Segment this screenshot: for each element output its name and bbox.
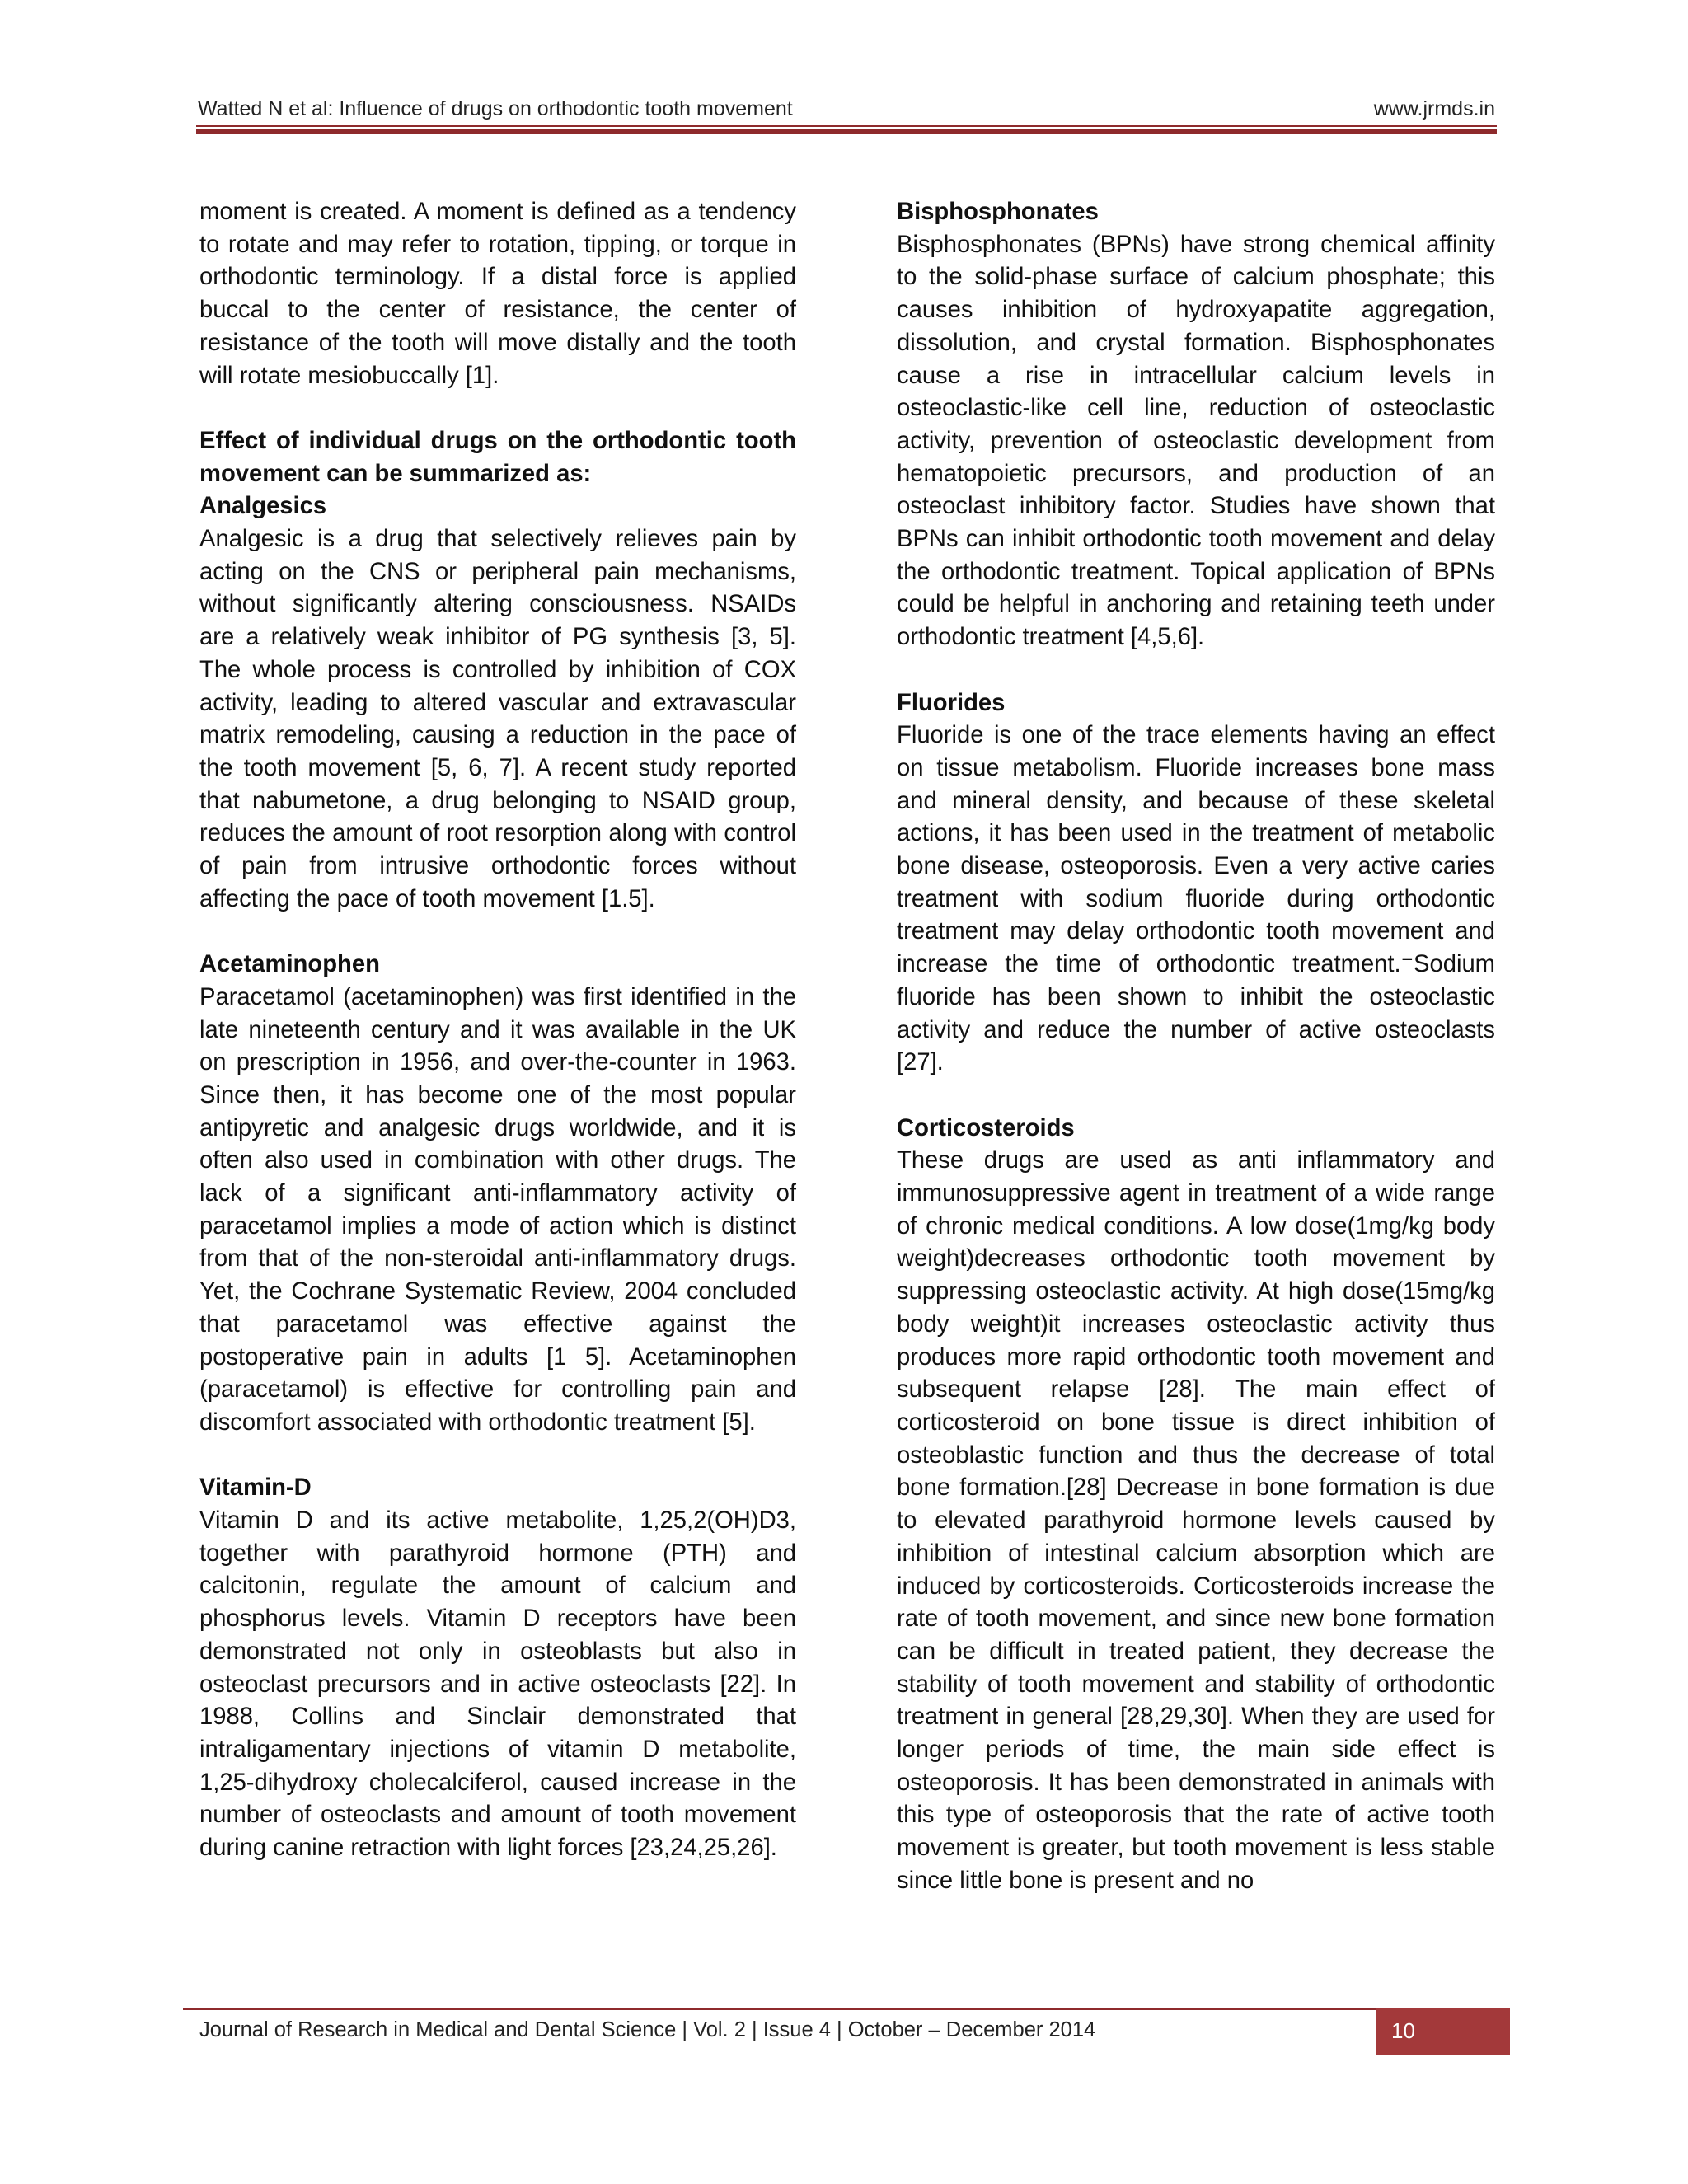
bisphosphonates-paragraph: Bisphosphonates (BPNs) have strong chemical affinity to the solid-phase surface of calcium phosphate; this causes inhibition of hydroxyapatite aggregation, dissolution, and crystal formation. Bisphosphonates cause a rise in intracellular calcium levels in osteoclastic-like cell line, reduction of osteoclastic activity, prevention of osteoclastic development from hematopoietic precursors, and production of an osteoclast inhibitory factor. Studies have shown that BPNs can inhibit orthodontic tooth movement and delay the orthodontic treatment. Topical application of BPNs could be helpful in anchoring and retaining teeth under orthodontic treatment [4,5,6]. <box>897 231 1495 651</box>
footer-journal-info: Journal of Research in Medical and Dental Science | Vol. 2 | Issue 4 | October – December 2014 <box>199 2018 1096 2041</box>
header-article-title: Watted N et al: Influence of drugs on orthodontic tooth movement <box>198 97 793 120</box>
fluorides-paragraph: Fluoride is one of the trace elements having an effect on tissue metabolism. Fluoride increases bone mass and mineral density, and because of these skeletal actions, it has been used in the treatment of metabolic bone disease, osteoporosis. Even a very active caries treatment with sodium fluoride during orthodontic treatment may delay orthodontic tooth movement and increase the time of orthodontic treatment.⁻Sodium fluoride has been shown to inhibit the osteoclastic activity and reduce the number of active osteoclasts [27]. <box>897 722 1495 1076</box>
intro-paragraph: moment is created. A moment is defined as a tendency to rotate and may refer to rotation, tipping, or torque in orthodontic terminology. If a distal force is applied buccal to the center of resistance, the center of resistance of the tooth will move distally and the tooth will rotate mesiobuccally [1]. <box>199 199 796 389</box>
analgesics-heading: Analgesics <box>199 493 327 520</box>
acetaminophen-paragraph: Paracetamol (acetaminophen) was first identified in the late nineteenth century and it was available in the UK on prescription in 1956, and over-the-counter in 1963. Since then, it has become one of the most popular antipyretic and analgesic drugs worldwide, and it is often also used in combination with other drugs. The lack of a significant anti-inflammatory activity of paracetamol implies a mode of action which is distinct from that of the non-steroidal anti-inflammatory drugs. Yet, the Cochrane Systematic Review, 2004 concluded that paracetamol was effective against the postoperative pain in adults [1 5]. Acetaminophen (paracetamol) is effective for controlling pain and discomfort associated with orthodontic treatment [5]. <box>199 983 796 1436</box>
spacer <box>897 654 1495 687</box>
header-divider-thin <box>196 125 1497 127</box>
analgesics-paragraph: Analgesic is a drug that selectively relieves pain by acting on the CNS or peripheral pain mechanisms, without significantly altering consciousness. NSAIDs are a relatively weak inhibitor of PG synthesis [3, 5]. The whole process is controlled by inhibition of COX activity, leading to altered vascular and extravascular matrix remodeling, causing a reduction in the pace of the tooth movement [5, 6, 7]. A recent study reported that nabumetone, a drug belonging to NSAID group, reduces the amount of root resorption along with control of pain from intrusive orthodontic forces without affecting the pace of tooth movement [1.5]. <box>199 526 796 912</box>
vitamin-d-heading: Vitamin-D <box>199 1474 312 1502</box>
spacer <box>199 392 796 425</box>
right-column <box>897 196 1495 1898</box>
header-divider-thick <box>196 129 1497 134</box>
spacer <box>199 1440 796 1473</box>
running-header <box>198 97 1495 125</box>
corticosteroids-paragraph: These drugs are used as anti inflammatory and immunosuppressive agent in treatment of a wide range of chronic medical conditions. A low dose(1mg/kg body weight)decreases orthodontic tooth movement by suppressing osteoclastic activity. At high dose(15mg/kg body weight)it increases osteoclastic activity thus produces more rapid orthodontic tooth movement and subsequent relapse [28]. The main effect of corticosteroid on bone tissue is direct inhibition of osteoblastic function and thus the decrease of total bone formation.[28] Decrease in bone formation is due to elevated parathyroid hormone levels caused by inhibition of intestinal calcium absorption which are induced by corticosteroids. Corticosteroids increase the rate of tooth movement, and since new bone formation can be difficult in treated patient, they decrease the stability of tooth movement and stability of orthodontic treatment in general [28,29,30]. When they are used for longer periods of time, the main side effect is osteoporosis. It has been demonstrated in animals with this type of osteoporosis that the rate of active tooth movement is greater, but tooth movement is less stable since little bone is present and no <box>897 1147 1495 1894</box>
spacer <box>199 916 796 949</box>
corticosteroids-heading: Corticosteroids <box>897 1114 1075 1141</box>
summary-heading: Effect of individual drugs on the orthodontic tooth movement can be summarized as: <box>199 427 796 487</box>
page-number-box <box>1376 2008 1510 2055</box>
footer-divider <box>183 2008 1510 2010</box>
page-number: 10 <box>1391 2018 1415 2043</box>
bisphosphonates-heading: Bisphosphonates <box>897 199 1099 225</box>
fluorides-heading: Fluorides <box>897 689 1006 716</box>
spacer <box>897 1080 1495 1113</box>
vitamin-d-paragraph: Vitamin D and its active metabolite, 1,25,2(OH)D3, together with parathyroid hormone (PTH) and calcitonin, regulate the amount of calcium and phosphorus levels. Vitamin D receptors have been demonstrated not only in osteoblasts but also in osteoclast precursors and in active osteoclasts [22]. In 1988, Collins and Sinclair demonstrated that intraligamentary injections of vitamin D metabolite, 1,25-dihydroxy cholecalciferol, caused increase in the number of osteoclasts and amount of tooth movement during canine retraction with light forces [23,24,25,26]. <box>199 1507 796 1862</box>
acetaminophen-heading: Acetaminophen <box>199 951 380 978</box>
header-website: www.jrmds.in <box>1373 97 1495 120</box>
left-column <box>199 196 796 1865</box>
